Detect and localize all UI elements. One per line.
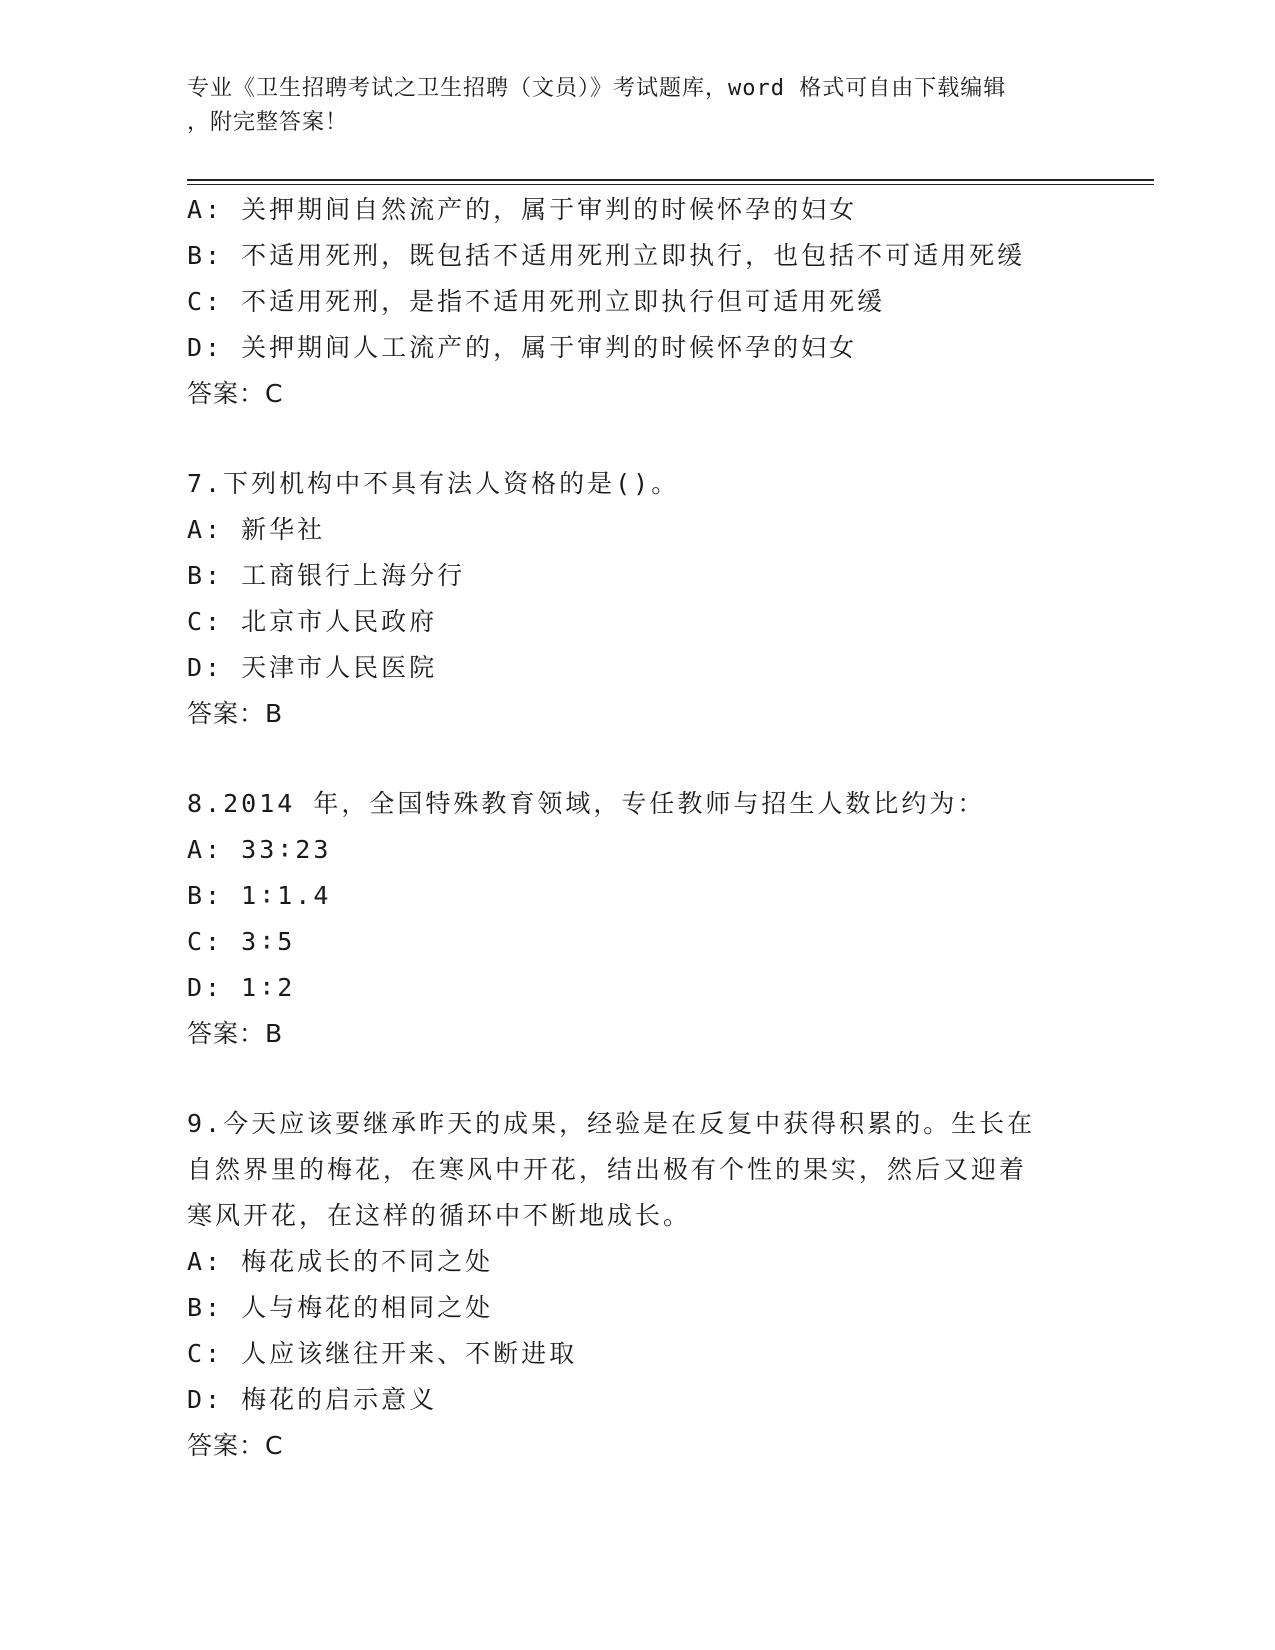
question-stem-line-3: 寒风开花，在这样的循环中不断地成长。	[187, 1201, 692, 1230]
header-line-1: 专业《卫生招聘考试之卫生招聘（文员）》考试题库，word 格式可自由下载编辑	[187, 76, 1007, 101]
option-b: B: 1∶1.4	[187, 881, 332, 910]
question-stem-line-2: 自然界里的梅花，在寒风中开花，结出极有个性的果实，然后又迎着	[187, 1155, 1028, 1184]
option-a: A: 33∶23	[187, 835, 332, 864]
answer: 答案：C	[187, 1431, 284, 1460]
option-d: D: 1∶2	[187, 973, 296, 1002]
option-a: A: 梅花成长的不同之处	[187, 1247, 494, 1276]
question-list	[187, 187, 1087, 1469]
spacer	[187, 737, 1087, 781]
spacer	[187, 417, 1087, 461]
question-stem-line-1: 9.今天应该要继承昨天的成果，经验是在反复中获得积累的。生长在	[187, 1109, 1036, 1138]
option-a: A: 新华社	[187, 515, 326, 544]
header-rule-thin	[187, 184, 1154, 185]
question-7	[187, 461, 1087, 737]
answer: 答案：B	[187, 1019, 284, 1048]
option-b: B: 不适用死刑，既包括不适用死刑立即执行，也包括不可适用死缓	[187, 241, 1026, 270]
option-c: C: 不适用死刑，是指不适用死刑立即执行但可适用死缓	[187, 287, 886, 316]
question-6	[187, 187, 1087, 417]
option-d: D: 天津市人民医院	[187, 653, 438, 682]
option-a: A: 关押期间自然流产的，属于审判的时候怀孕的妇女	[187, 195, 858, 224]
question-9	[187, 1101, 1087, 1469]
header-line-2: ，附完整答案！	[187, 110, 349, 135]
option-b: B: 工商银行上海分行	[187, 561, 466, 590]
document-header	[187, 72, 1087, 140]
question-stem: 7.下列机构中不具有法人资格的是()。	[187, 469, 680, 498]
header-rule-thick	[187, 179, 1154, 181]
option-c: C: 3∶5	[187, 927, 296, 956]
option-b: B: 人与梅花的相同之处	[187, 1293, 494, 1322]
option-d: D: 关押期间人工流产的，属于审判的时候怀孕的妇女	[187, 333, 858, 362]
question-8	[187, 781, 1087, 1057]
question-stem: 8.2014 年，全国特殊教育领域，专任教师与招生人数比约为：	[187, 789, 986, 818]
option-d: D: 梅花的启示意义	[187, 1385, 438, 1414]
option-c: C: 人应该继往开来、不断进取	[187, 1339, 578, 1368]
spacer	[187, 1057, 1087, 1101]
option-c: C: 北京市人民政府	[187, 607, 438, 636]
answer: 答案：B	[187, 699, 284, 728]
answer: 答案：C	[187, 379, 284, 408]
